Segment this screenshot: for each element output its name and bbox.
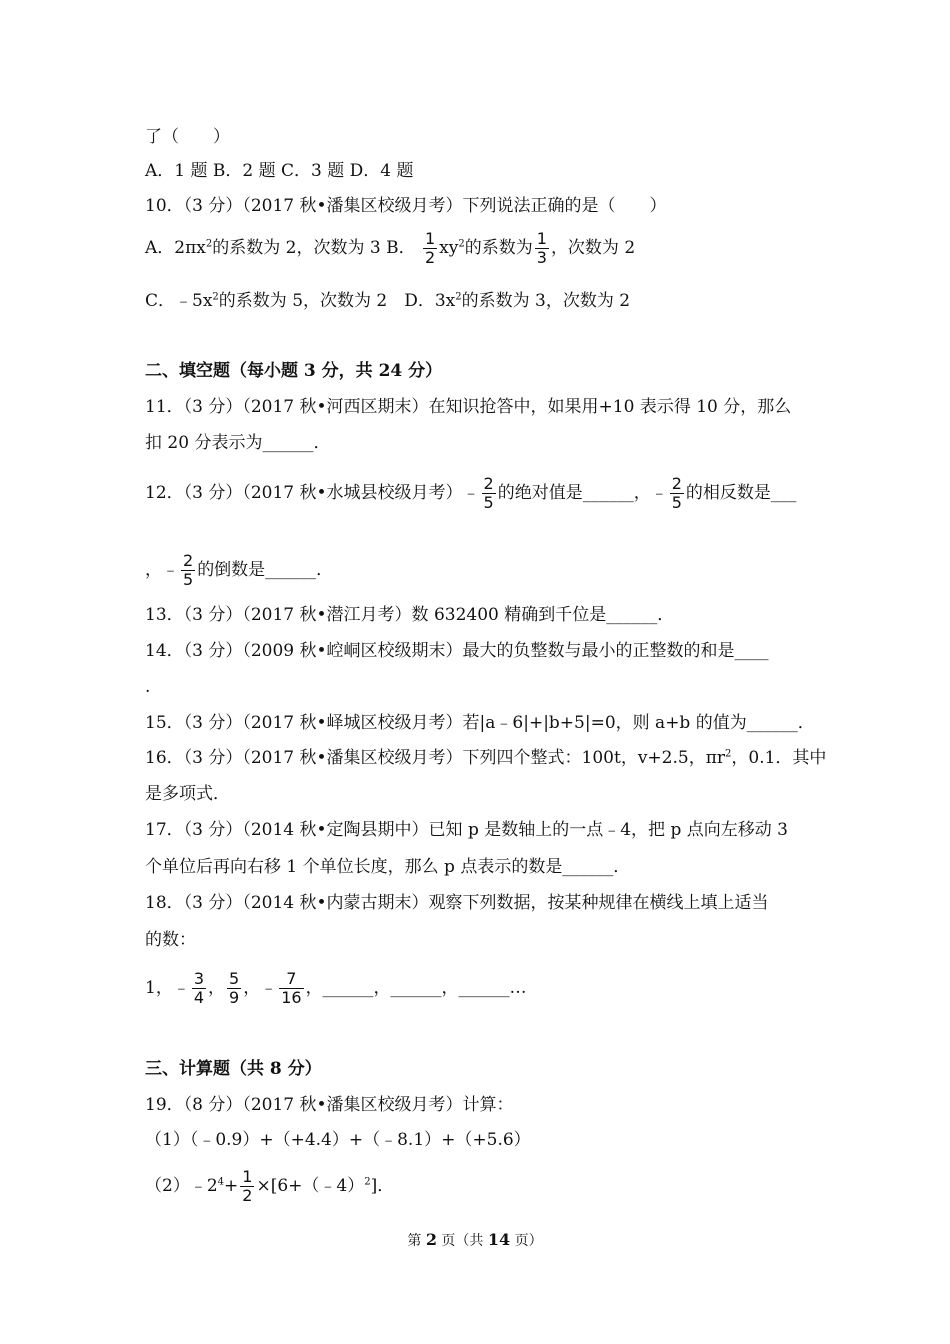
page-footer: 第 2 页（共 14 页） [407,1230,543,1249]
q10-options-cd: C．$﹣5x^2$的系数为 5，次数为 2 D．$3x^2$的系数为 3，次数为 2 [145,291,631,311]
current-page-number: 2 [425,1230,437,1249]
q11-line2: 扣 20 分表示为______． [145,433,331,453]
q12-line2: ，﹣ $\frac{2}{5}$ 的倒数是______． [145,551,334,589]
q9-options: A．1 题 B．2 题 C．3 题 D．4 题 [145,161,414,181]
fraction-seven-sixteenths: $\frac{7}{16}$ [281,969,302,1007]
fraction-one-half: $\frac{1}{2}$ [424,229,436,267]
q10-stem: 10．（3 分）（2017 秋•潘集区校级月考）下列说法正确的是（ ） [145,196,667,216]
q17-line2: 个单位后再向右移 1 个单位长度，那么 p 点表示的数是______． [145,857,631,877]
section-3-heading: 三、计算题（共 8 分） [145,1059,322,1079]
fraction-two-fifths: $\frac{2}{5}$ [183,551,194,589]
fraction-three-quarters: $\frac{3}{4}$ [193,969,205,1007]
section-2-heading: 二、填空题（每小题 3 分，共 24 分） [145,361,443,381]
fraction-one-half: $\frac{1}{2}$ [242,1167,253,1205]
q14-line2: . [145,677,151,697]
fraction-five-ninths: $\frac{5}{9}$ [229,969,240,1007]
total-pages-number: 14 [487,1230,511,1249]
q15: 15．（3 分）（2017 秋•峄城区校级月考）若|a﹣6|+|b+5|=0，则 a+b 的值为______． [145,713,815,733]
q19-part2: $(2)﹣2^4+$ $\frac{1}{2}$ ×[6+（﹣4）$^2$]． [145,1167,395,1205]
fraction-two-fifths: $\frac{2}{5}$ [483,474,494,512]
q16-line1: 16．（3 分）（2017 秋•潘集区校级月考）下列四个整式：100t，v+2.5，$\pi r^2$，0.1．其中 [145,748,827,768]
q12-line1: 12．（3 分）（2017 秋•水城县校级月考）﹣ $\frac{2}{5}$ 的绝对值是______，﹣ $\frac{2}{5}$ 的相反数是___ [145,474,797,512]
fraction-one-third: $\frac{1}{3}$ [536,229,547,267]
q10-options-ab: A．$2\pi x^2$的系数为 2，次数为 3 B． $\frac{1}{2}$ $xy^2$的系数为 $\frac{1}{3}$ ，次数为 2 [145,229,636,267]
q14-line1: 14．（3 分）（2009 秋•崆峒区校级期末）最大的负整数与最小的正整数的和是____ [145,641,769,661]
q17-line1: 17．（3 分）（2014 秋•定陶县期中）已知 p 是数轴上的一点﹣4，把 p 点向左移动 3 [145,820,788,840]
q18-sequence: 1，﹣ $\frac{3}{4}$ ， $\frac{5}{9}$ ，﹣ $\frac{7}{16}$ ，______，______，______… [145,969,527,1007]
q19-part1: （1）（﹣0.9）+（+4.4）+（﹣8.1）+（+5.6） [145,1130,531,1150]
q18-line2: 的数： [145,930,196,950]
fraction-two-fifths: $\frac{2}{5}$ [671,474,682,512]
q9-tail: 了（ ） [145,127,230,147]
q11-line1: 11．（3 分）（2017 秋•河西区期末）在知识抢答中，如果用+10 表示得 10 分，那么 [145,397,792,417]
q16-line2: 是多项式． [145,784,230,804]
q13: 13．（3 分）（2017 秋•潜江月考）数 632400 精确到千位是______． [145,605,675,625]
q18-line1: 18．（3 分）（2014 秋•内蒙古期末）观察下列数据，按某种规律在横线上填上适当 [145,893,769,913]
q19-stem: 19．（8 分）（2017 秋•潘集区校级月考）计算： [145,1095,514,1115]
